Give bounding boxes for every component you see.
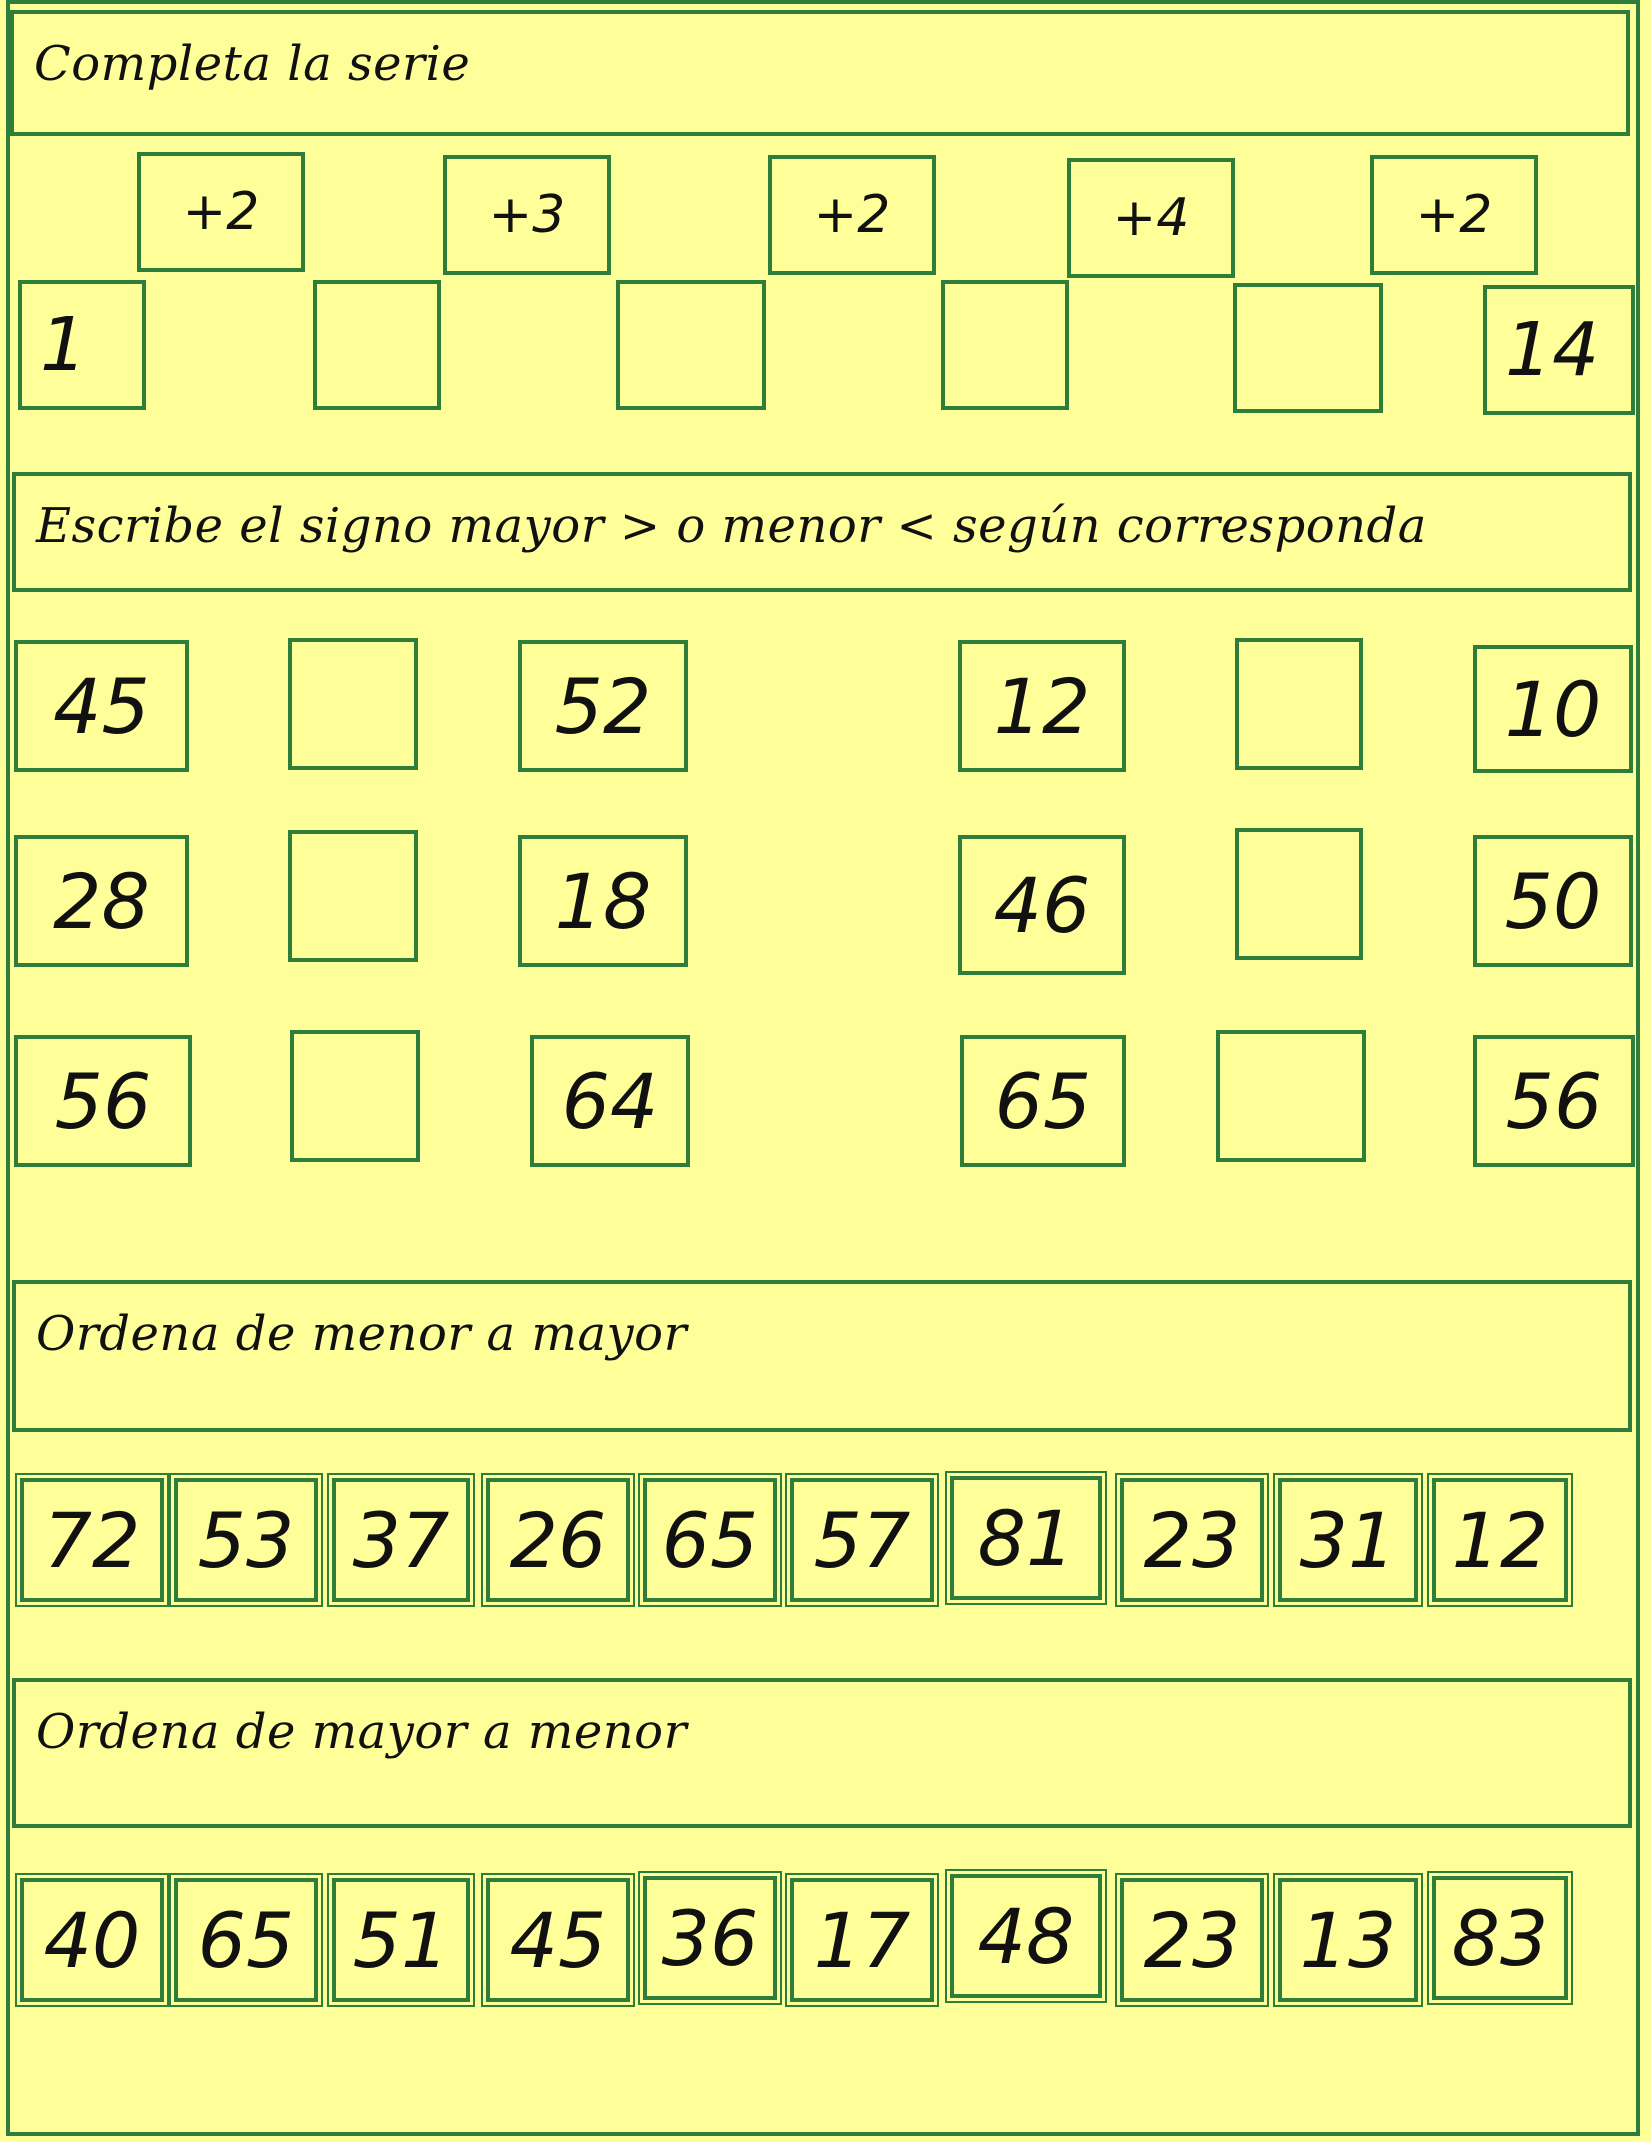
series-box: 1 — [18, 280, 146, 410]
order-number: 81 — [950, 1476, 1102, 1600]
operation-box: +2 — [137, 152, 305, 272]
compare-number: 56 — [1473, 1035, 1635, 1167]
compare-number: 10 — [1473, 645, 1633, 773]
order-number: 72 — [20, 1478, 164, 1602]
series-answer-box[interactable] — [1233, 283, 1383, 413]
order-number: 26 — [486, 1478, 630, 1602]
section-title: Ordena de mayor a menor — [36, 1704, 688, 1760]
header-menor-a-mayor — [12, 1280, 1632, 1432]
compare-number: 64 — [530, 1035, 690, 1167]
compare-number: 12 — [958, 640, 1126, 772]
order-number: 40 — [20, 1878, 164, 2002]
sign-answer-box[interactable] — [290, 1030, 420, 1162]
series-box: 14 — [1483, 285, 1635, 415]
order-number: 36 — [643, 1876, 777, 2000]
compare-number: 45 — [14, 640, 189, 772]
operation-box: +3 — [443, 155, 611, 275]
compare-number: 52 — [518, 640, 688, 772]
compare-number: 28 — [14, 835, 189, 967]
order-number: 23 — [1120, 1878, 1264, 2002]
order-number: 17 — [790, 1878, 934, 2002]
section-title: Ordena de menor a mayor — [36, 1306, 688, 1362]
order-number: 65 — [643, 1478, 777, 1602]
order-number: 37 — [332, 1478, 470, 1602]
series-answer-box[interactable] — [313, 280, 441, 410]
operation-box: +2 — [1370, 155, 1538, 275]
order-number: 83 — [1432, 1876, 1568, 2000]
order-number: 31 — [1278, 1478, 1418, 1602]
operation-box: +2 — [768, 155, 936, 275]
order-number: 53 — [174, 1478, 318, 1602]
header-completa-serie — [10, 10, 1630, 136]
sign-answer-box[interactable] — [1235, 828, 1363, 960]
order-number: 48 — [950, 1874, 1102, 1998]
section-title: Completa la serie — [34, 36, 471, 92]
compare-number: 18 — [518, 835, 688, 967]
sign-answer-box[interactable] — [1235, 638, 1363, 770]
order-number: 45 — [486, 1878, 630, 2002]
header-escribe-signo — [12, 472, 1632, 592]
compare-number: 50 — [1473, 835, 1633, 967]
compare-number: 65 — [960, 1035, 1126, 1167]
order-number: 12 — [1432, 1478, 1568, 1602]
sign-answer-box[interactable] — [288, 830, 418, 962]
order-number: 51 — [332, 1878, 470, 2002]
header-mayor-a-menor — [12, 1678, 1632, 1828]
operation-box: +4 — [1067, 158, 1235, 278]
order-number: 65 — [174, 1878, 318, 2002]
section-title: Escribe el signo mayor > o menor < según corresponda — [36, 498, 1427, 554]
sign-answer-box[interactable] — [288, 638, 418, 770]
sign-answer-box[interactable] — [1216, 1030, 1366, 1162]
order-number: 23 — [1120, 1478, 1264, 1602]
series-answer-box[interactable] — [616, 280, 766, 410]
order-number: 57 — [790, 1478, 934, 1602]
compare-number: 56 — [14, 1035, 192, 1167]
series-answer-box[interactable] — [941, 280, 1069, 410]
compare-number: 46 — [958, 835, 1126, 975]
order-number: 13 — [1278, 1878, 1418, 2002]
